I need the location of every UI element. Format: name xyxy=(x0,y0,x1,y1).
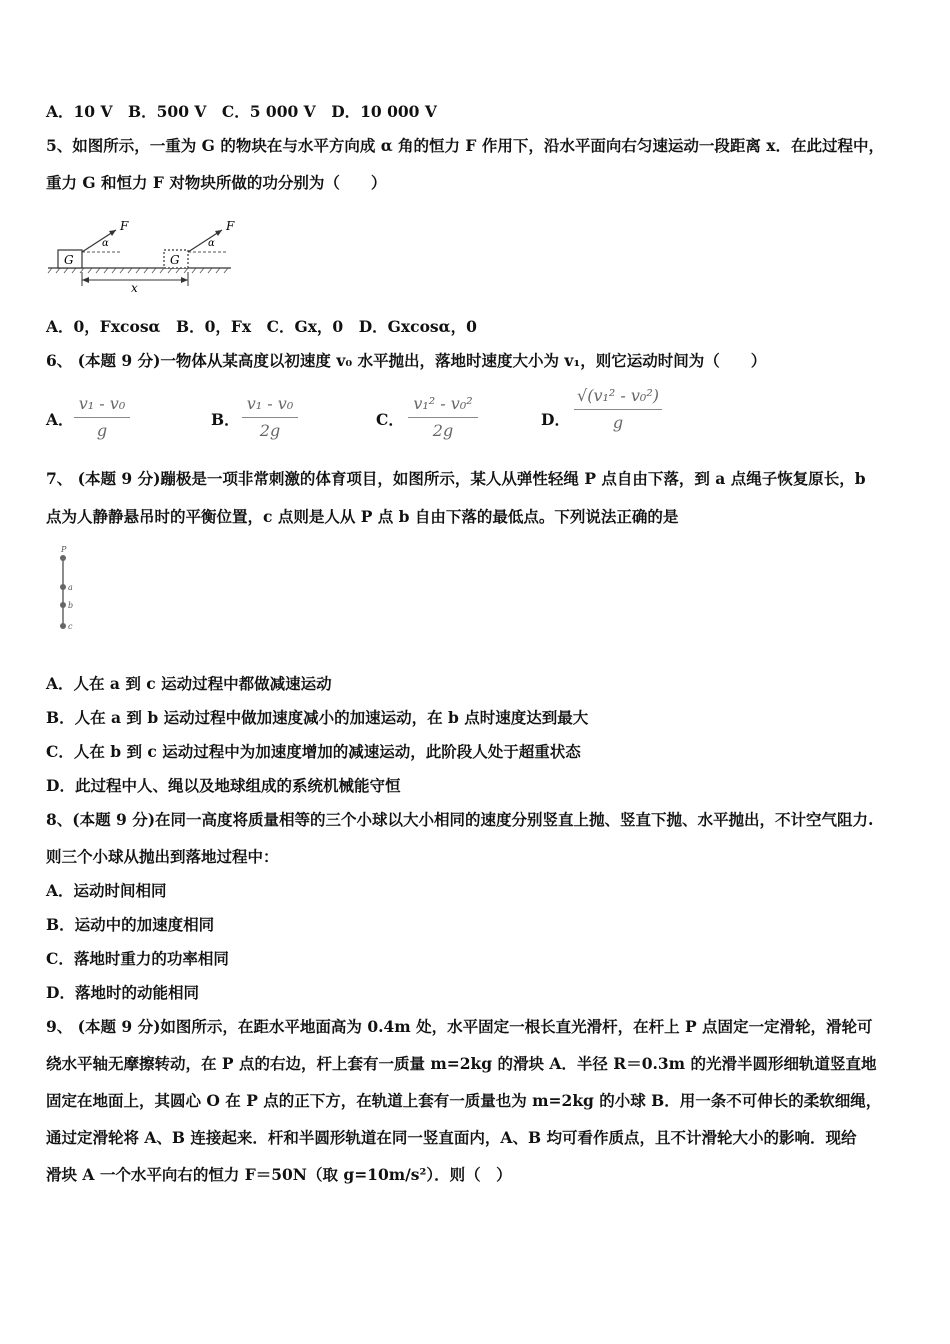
q9-stem-line5: 滑块 A 一个水平向右的恒力 F＝50N（取 g=10m/s²）．则（ ） xyxy=(46,1165,512,1184)
q9-stem-line2: 绕水平轴无摩擦转动，在 P 点的右边，杆上套有一质量 m=2kg 的滑块 A．半径 R＝0.3m 的光滑半圆形细轨道竖直地 xyxy=(46,1054,877,1073)
q8-option-a: A．运动时间相同 xyxy=(46,881,167,900)
q7-option-b: B．人在 a 到 b 运动过程中做加速度减小的加速运动，在 b 点时速度达到最大 xyxy=(46,708,589,727)
angle-label-1: α xyxy=(102,238,109,249)
point-b xyxy=(60,602,66,608)
q6-d-numerator: √(v₁² - v₀²) xyxy=(577,386,659,405)
q6-stem: 6、 (本题 9 分)一物体从某高度以初速度 v₀ 水平抛出，落地时速度大小为 v₁，则它运动时间为（ ） xyxy=(46,351,767,370)
q7-option-a: A．人在 a 到 c 运动过程中都做减速运动 xyxy=(46,674,332,693)
q7-figure xyxy=(54,544,84,636)
point-c-label: c xyxy=(68,622,73,631)
q6-option-c-fraction xyxy=(408,394,478,441)
q5-stem-line1: 5、如图所示，一重为 G 的物块在与水平方向成 α 角的恒力 F 作用下，沿水平面向右匀速运动一段距离 x．在此过程中， xyxy=(46,136,884,155)
q8-option-b: B．运动中的加速度相同 xyxy=(46,915,215,934)
point-a-label: a xyxy=(68,583,73,592)
q9-stem-line4: 通过定滑轮将 A、B 连接起来．杆和半圆形轨道在同一竖直面内，A、B 均可看作质点，且不计滑轮大小的影响．现给 xyxy=(46,1128,857,1147)
q8-stem-line1: 8、(本题 9 分)在同一高度将质量相等的三个小球以大小相同的速度分别竖直上抛、竖直下抛、水平抛出，不计空气阻力. xyxy=(46,810,874,829)
q8-option-d: D．落地时的动能相同 xyxy=(46,983,199,1002)
q6-b-denominator: 2g xyxy=(259,421,281,440)
q8-stem-line2: 则三个小球从抛出到落地过程中： xyxy=(46,847,279,866)
q7-stem-line2: 点为人静静悬吊时的平衡位置，c 点则是人从 P 点 b 自由下落的最低点。下列说法正确的是 xyxy=(46,507,679,526)
q7-stem-line1: 7、 (本题 9 分)蹦极是一项非常刺激的体育项目，如图所示，某人从弹性轻绳 P 点自由下落，到 a 点绳子恢复原长，b xyxy=(46,469,866,488)
q6-option-a-fraction xyxy=(74,394,130,441)
q6-option-b-fraction xyxy=(242,394,298,441)
angle-label-2: α xyxy=(208,238,215,249)
point-p-label: P xyxy=(61,545,67,554)
q4-options: A．10 V B．500 V C．5 000 V D．10 000 V xyxy=(46,102,437,121)
q6-c-denominator: 2g xyxy=(432,421,454,440)
q6-c-numerator: v₁² - v₀² xyxy=(413,394,473,413)
q7-option-d: D．此过程中人、绳以及地球组成的系统机械能守恒 xyxy=(46,776,401,795)
q6-option-c-label: C． xyxy=(376,410,404,429)
q5-figure xyxy=(46,216,246,294)
q7-option-c: C．人在 b 到 c 运动过程中为加速度增加的减速运动，此阶段人处于超重状态 xyxy=(46,742,581,761)
point-c xyxy=(60,623,66,629)
block-end-label: G xyxy=(170,253,180,267)
q9-stem-line3: 固定在地面上，其圆心 O 在 P 点的正下方，在轨道上套有一质量也为 m=2kg 的小球 B．用一条不可伸长的柔软细绳， xyxy=(46,1091,882,1110)
force-label-1: F xyxy=(120,219,129,233)
q6-b-numerator: v₁ - v₀ xyxy=(246,394,294,413)
q6-a-numerator: v₁ - v₀ xyxy=(78,394,126,413)
q6-option-d-label: D． xyxy=(541,410,570,429)
q6-d-denominator: g xyxy=(612,413,624,432)
point-p xyxy=(60,555,66,561)
q9-stem-line1: 9、 (本题 9 分)如图所示，在距水平地面高为 0.4m 处，水平固定一根长直光滑杆，在杆上 P 点固定一定滑轮，滑轮可 xyxy=(46,1017,873,1036)
q5-stem-line2: 重力 G 和恒力 F 对物块所做的功分别为（ ） xyxy=(46,173,387,192)
block-start-label: G xyxy=(64,253,74,267)
q6-option-d-fraction xyxy=(574,386,662,433)
q8-option-c: C．落地时重力的功率相同 xyxy=(46,949,229,968)
q5-options: A．0，Fxcosα B．0，Fx C．Gx，0 D．Gxcosα，0 xyxy=(46,317,477,336)
force-label-2: F xyxy=(226,219,235,233)
point-b-label: b xyxy=(68,601,74,610)
q6-a-denominator: g xyxy=(96,421,108,440)
q6-option-a-label: A． xyxy=(46,410,74,429)
point-a xyxy=(60,584,66,590)
distance-label: x xyxy=(131,281,138,294)
q6-option-b-label: B． xyxy=(211,410,240,429)
